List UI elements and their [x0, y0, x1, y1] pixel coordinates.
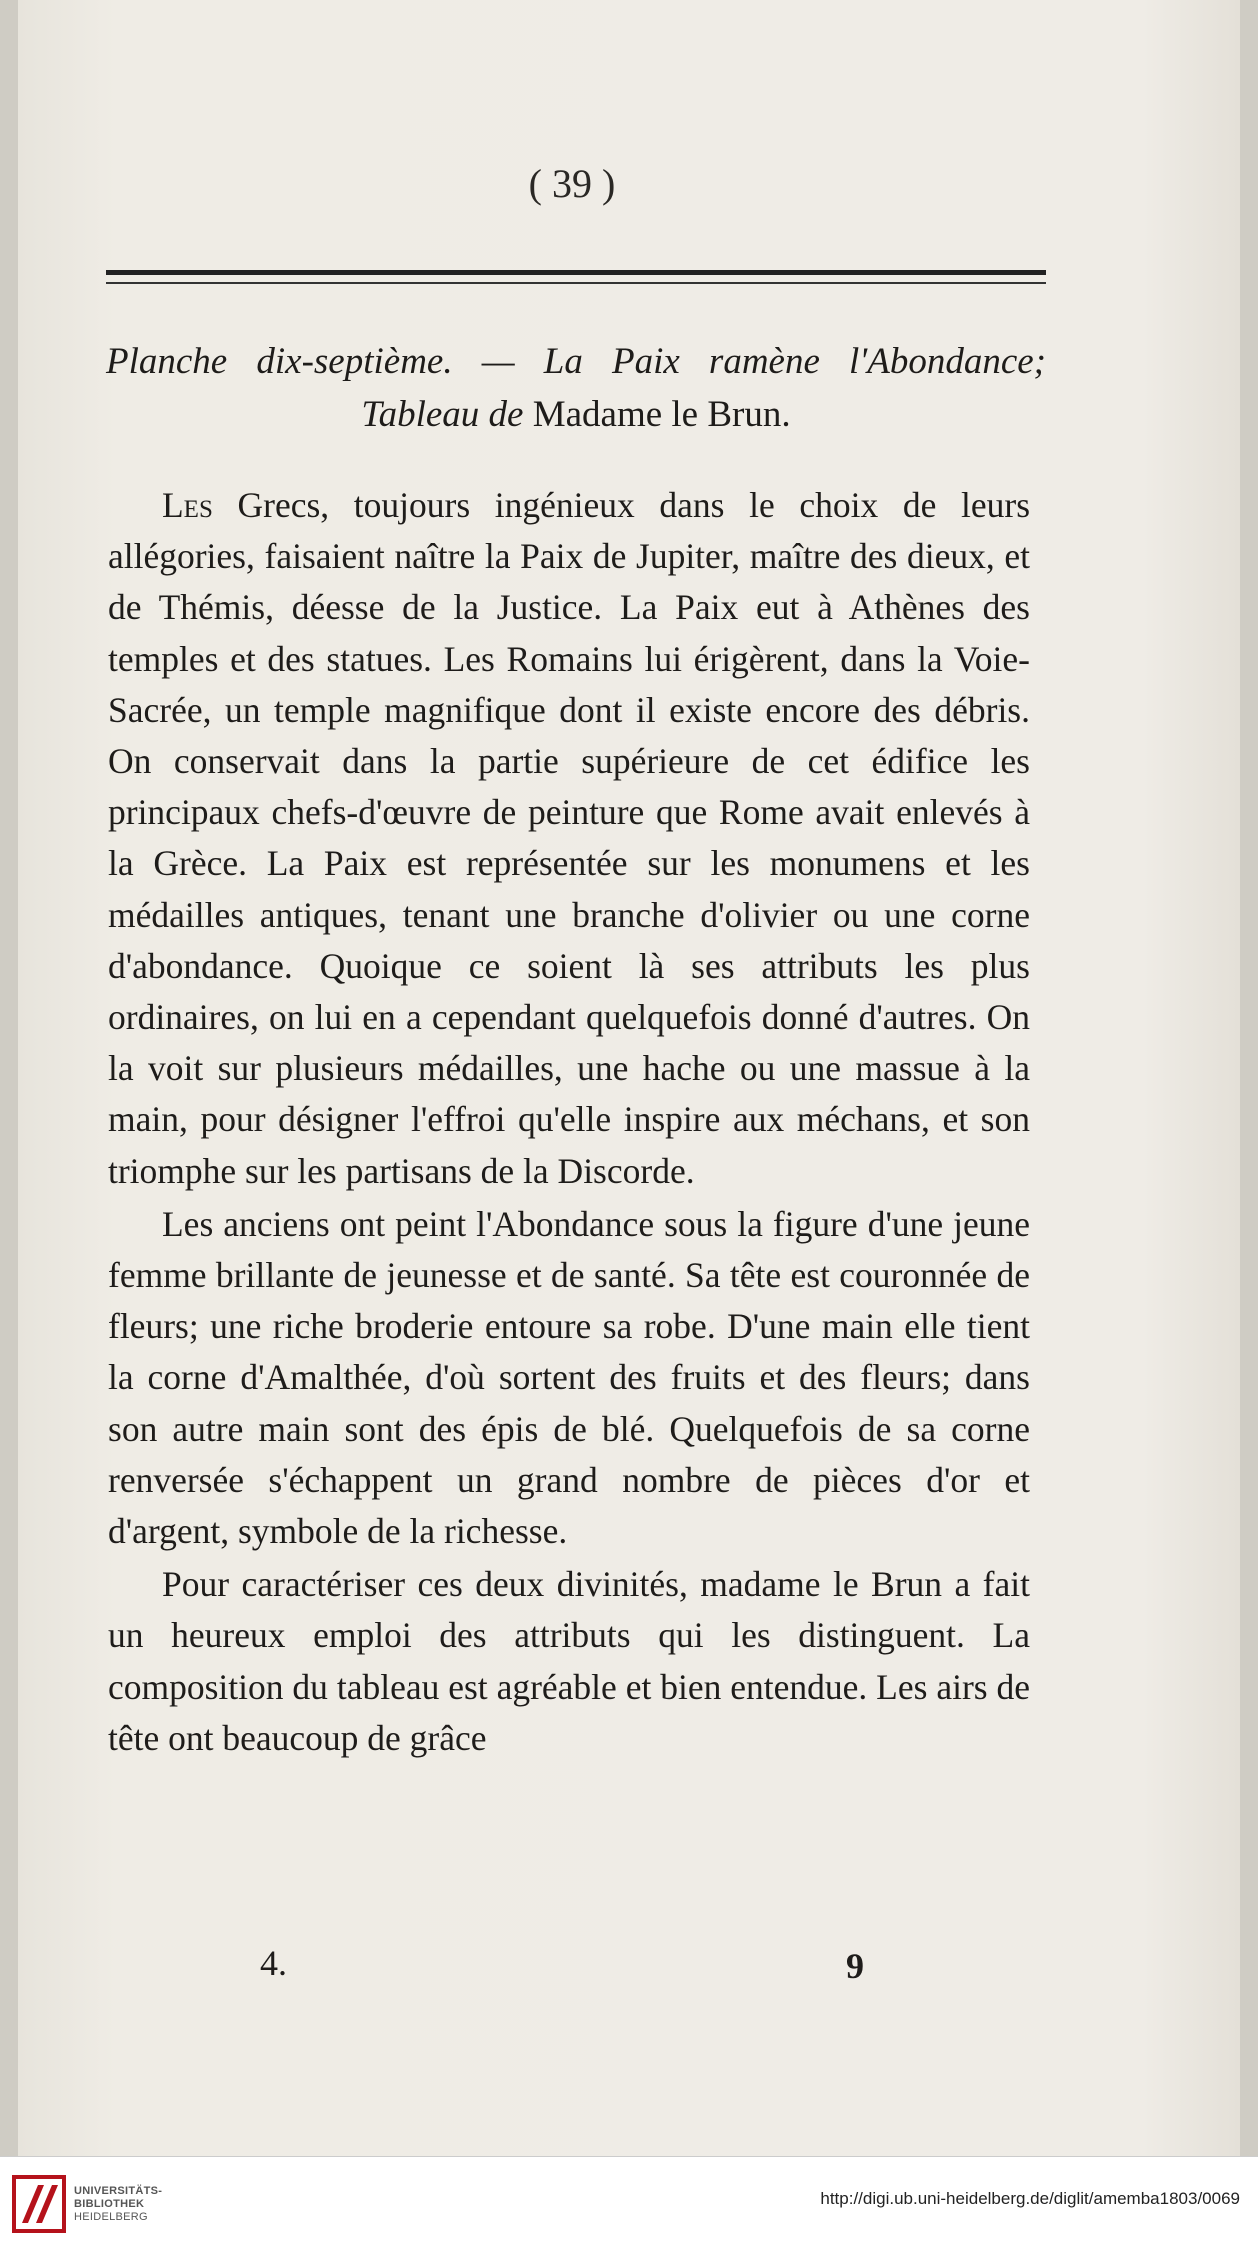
header-rule-thick — [106, 270, 1046, 275]
paragraph: Les anciens ont peint l'Abondance sous la figure d'une jeune femme brillante de jeunesse et de santé. Sa tête est couronnée de fleurs; une riche broderie entoure sa robe. D'une main elle tient la corne d'Amalthée, d'où sortent des fruits et des fleurs; dans son autre main sont des épis de blé. Quelquefois de sa corne renversée s'échappent un grand nombre de pièces d'or et d'argent, symbole de la richesse. — [108, 1203, 1030, 1552]
page-number: ( 39 ) — [528, 161, 616, 206]
subtitle-italic: Tableau de — [361, 394, 524, 435]
paragraph-text: Grecs, toujours ingénieux dans le choix de leurs allégories, faisaient naître la Paix de Jupiter, maître des dieux, et de Thémis, déesse de la Justice. La Paix eut à Athènes des temples et des statues. Les Romains lui érigèrent, dans la Voie-Sacrée, un temple magnifique dont il existe encore des débris. On conservait dans la partie supérieure de cet édifice les principaux chefs-d'œuvre de peinture que Rome avait enlevés à la Grèce. La Paix est représentée sur les monumens et les médailles antiques, tenant une branche d'olivier ou une corne d'abondance. Quoique ce soient là ses attributs les plus ordinaires, on lui en a cependant quelquefois donné d'autres. On la voit sur plusieurs médailles, une hache ou une massue à la main, pour désigner l'effroi qu'elle inspire aux méchans, et son triomphe sur les partisans de la Discorde. — [108, 485, 1031, 1191]
paragraph — [108, 480, 1030, 1197]
library-name-line: HEIDELBERG — [74, 2211, 148, 2223]
subtitle-painter: Madame le Brun. — [532, 394, 791, 435]
viewer-footer — [0, 2156, 1258, 2249]
paragraph-lead: Les — [162, 485, 213, 525]
plate-subtitle — [106, 393, 1046, 436]
library-name-line: UNIVERSITÄTS- — [74, 2185, 163, 2197]
signature-mark-right: 9 — [846, 1946, 864, 1986]
library-logo-icon[interactable] — [12, 2175, 66, 2233]
plate-title: Planche dix-septième. — La Paix ramène l'Abondance; — [106, 341, 1046, 382]
header-rule-thin — [106, 282, 1046, 284]
permalink-url[interactable]: http://digi.ub.uni-heidelberg.de/diglit/amemba1803/0069 — [820, 2189, 1240, 2208]
book-page — [18, 0, 1240, 2156]
library-name-line: BIBLIOTHEK — [74, 2198, 145, 2210]
paragraph: Pour caractériser ces deux divinités, madame le Brun a fait un heureux emploi des attributs qui les distinguent. La composition du tableau est agréable et bien entendue. Les airs de tête ont beaucoup de grâce — [108, 1564, 1030, 1758]
signature-mark-left: 4. — [260, 1943, 287, 1983]
library-name — [74, 2185, 162, 2224]
body-text — [108, 480, 1030, 1764]
